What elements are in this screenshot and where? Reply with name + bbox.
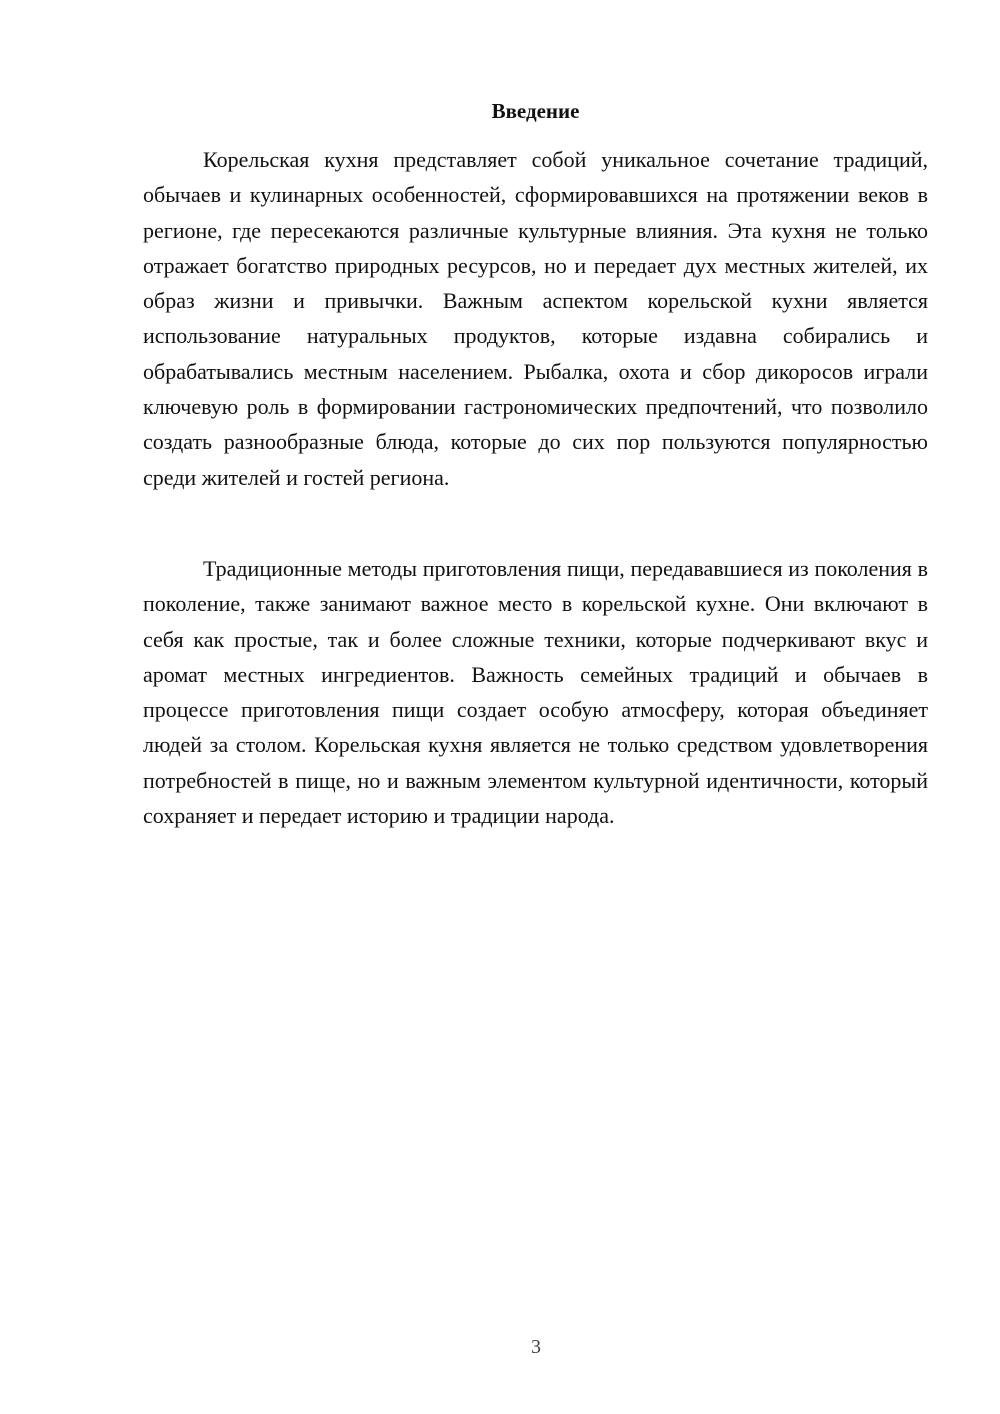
paragraph-1: Корельская кухня представляет собой уникальное сочетание традиций, обычаев и кулинарных особенностей, сформировавшихся на протяжении веков в регионе, где пересекаются различные культурные влияния. Эта кухня не только отражает богатство природных ресурсов, но и передает дух местных жителей, их образ жизни и привычки. Важным аспектом корельской кухни является использование натуральных продуктов, которые издавна собирались и обрабатывались местным населением. Рыбалка, охота и сбор дикоросов играли ключевую роль в формировании гастрономических предпочтений, что позволило создать разнообразные блюда, которые до сих пор пользуются популярностью среди жителей и гостей региона. [143,147,928,490]
page-number: 3 [531,1336,541,1358]
paragraph-2: Традиционные методы приготовления пищи, передававшиеся из поколения в поколение, также занимают важное место в корельской кухне. Они включают в себя как простые, так и более сложные техники, которые подчеркивают вкус и аромат местных ингредиентов. Важность семейных традиций и обычаев в процессе приготовления пищи создает особую атмосферу, которая объединяет людей за столом. Корельская кухня является не только средством удовлетворения потребностей в пище, но и важным элементом культурной идентичности, который сохраняет и передает историю и традиции народа. [143,556,928,829]
section-heading: Введение [491,99,580,123]
